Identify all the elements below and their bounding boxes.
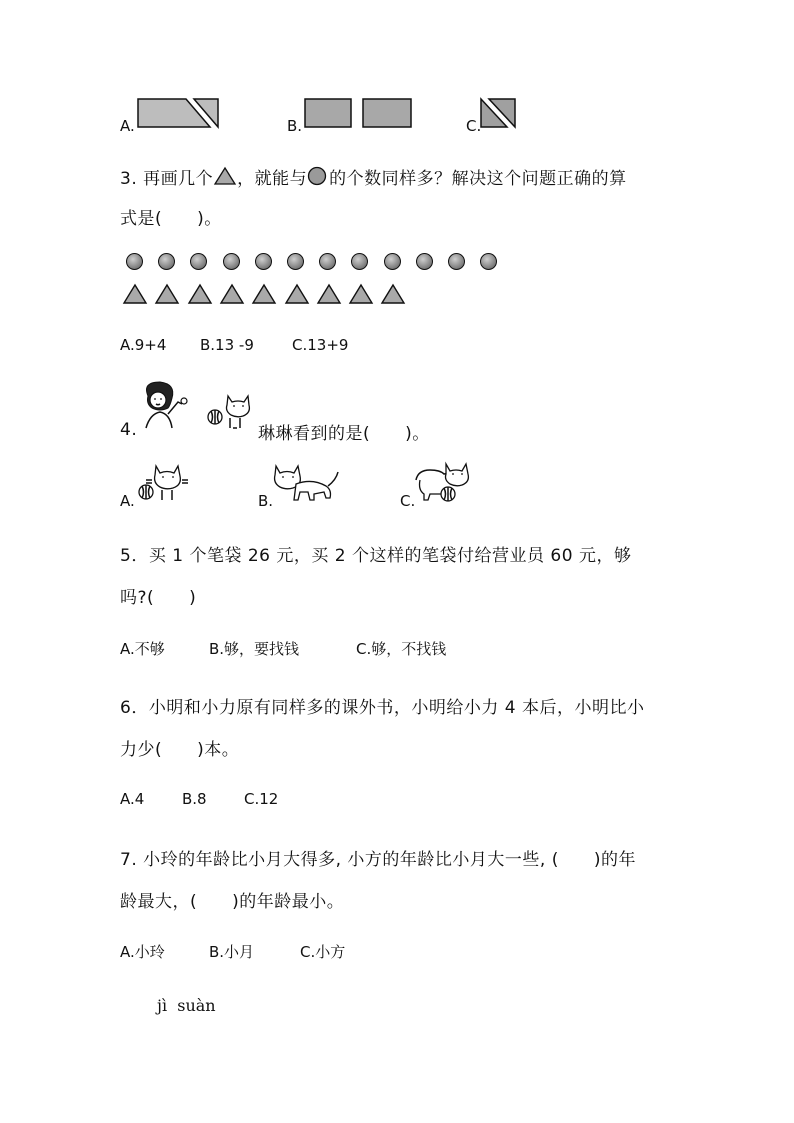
q3-circle bbox=[223, 253, 240, 270]
pinyin-heading: jì suàn bbox=[157, 996, 216, 1015]
q4-option-c-cat-figure bbox=[412, 460, 476, 504]
q3-circle bbox=[255, 253, 272, 270]
girl-illustration bbox=[134, 380, 192, 432]
q4-option-c-label[interactable]: C. bbox=[400, 492, 416, 510]
q3-circle bbox=[448, 253, 465, 270]
q3-line2: 式是( )。 bbox=[120, 209, 222, 229]
q3-triangle bbox=[219, 283, 245, 305]
q3-triangle-row bbox=[122, 283, 422, 305]
q3-circle bbox=[126, 253, 143, 270]
circle-icon bbox=[307, 166, 329, 186]
q3-triangle bbox=[154, 283, 180, 305]
q3-circle bbox=[480, 253, 497, 270]
q7-line2: 龄最大，( )的年龄最小。 bbox=[120, 892, 345, 912]
q7-option-c[interactable]: C.小方 bbox=[300, 943, 346, 961]
q4-option-b-cat-figure bbox=[272, 460, 342, 504]
q3-circle bbox=[351, 253, 368, 270]
q2-option-a-label[interactable]: A. bbox=[120, 117, 135, 135]
q3-circle bbox=[287, 253, 304, 270]
q2-option-a-figure bbox=[136, 97, 221, 131]
q4-option-b-label[interactable]: B. bbox=[258, 492, 274, 510]
q3-option-a[interactable]: A.9+4 bbox=[120, 336, 167, 354]
q2-option-b-label[interactable]: B. bbox=[287, 117, 303, 135]
q5-line1: 5．买 1 个笔袋 26 元，买 2 个这样的笔袋付给营业员 60 元，够 bbox=[120, 546, 632, 566]
q3-circle bbox=[319, 253, 336, 270]
q2-option-c-label[interactable]: C. bbox=[466, 117, 482, 135]
q5-line2: 吗?( ) bbox=[120, 588, 197, 608]
q3-triangle bbox=[316, 283, 342, 305]
q3-triangle bbox=[380, 283, 406, 305]
q7-option-a[interactable]: A.小玲 bbox=[120, 943, 165, 961]
q3-line1 bbox=[120, 164, 627, 189]
q6-option-c[interactable]: C.12 bbox=[244, 790, 279, 808]
q3-number: 3. bbox=[120, 169, 138, 189]
cat-with-ball-figure bbox=[206, 392, 256, 430]
q7-option-b[interactable]: B.小月 bbox=[209, 943, 255, 961]
triangle-icon bbox=[213, 166, 237, 186]
q5-option-b[interactable]: B.够，要找钱 bbox=[209, 640, 300, 658]
q5-option-c[interactable]: C.够，不找钱 bbox=[356, 640, 447, 658]
q6-option-a[interactable]: A.4 bbox=[120, 790, 145, 808]
q3-circle-row bbox=[126, 253, 546, 273]
q4-option-a-cat-figure bbox=[136, 460, 192, 504]
q3-circle bbox=[416, 253, 433, 270]
q6-line2: 力少( )本。 bbox=[120, 740, 240, 760]
q3-text-part1: 再画几个 bbox=[143, 169, 214, 189]
q2-option-b-figure bbox=[303, 97, 415, 131]
q3-circle bbox=[190, 253, 207, 270]
q4-question-text: 琳琳看到的是( )。 bbox=[258, 424, 430, 444]
q3-triangle bbox=[348, 283, 374, 305]
q3-text-part2: ，就能与 bbox=[237, 169, 308, 189]
q3-triangle bbox=[187, 283, 213, 305]
q3-option-c[interactable]: C.13+9 bbox=[292, 336, 349, 354]
q3-triangle bbox=[122, 283, 148, 305]
q3-triangle bbox=[284, 283, 310, 305]
q3-text-part3: 的个数同样多？解决这个问题正确的算 bbox=[329, 169, 627, 189]
q6-line1: 6．小明和小力原有同样多的课外书，小明给小力 4 本后，小明比小 bbox=[120, 698, 645, 718]
q7-line1: 7. 小玲的年龄比小月大得多, 小方的年龄比小月大一些, ( )的年 bbox=[120, 850, 637, 870]
q6-option-b[interactable]: B.8 bbox=[182, 790, 207, 808]
q3-triangle bbox=[251, 283, 277, 305]
q4-number: 4. bbox=[120, 420, 138, 440]
q4-option-a-label[interactable]: A. bbox=[120, 492, 135, 510]
q3-circle bbox=[384, 253, 401, 270]
q5-option-a[interactable]: A.不够 bbox=[120, 640, 165, 658]
q3-circle bbox=[158, 253, 175, 270]
q3-option-b[interactable]: B.13 -9 bbox=[200, 336, 254, 354]
q2-option-c-figure bbox=[479, 97, 521, 131]
